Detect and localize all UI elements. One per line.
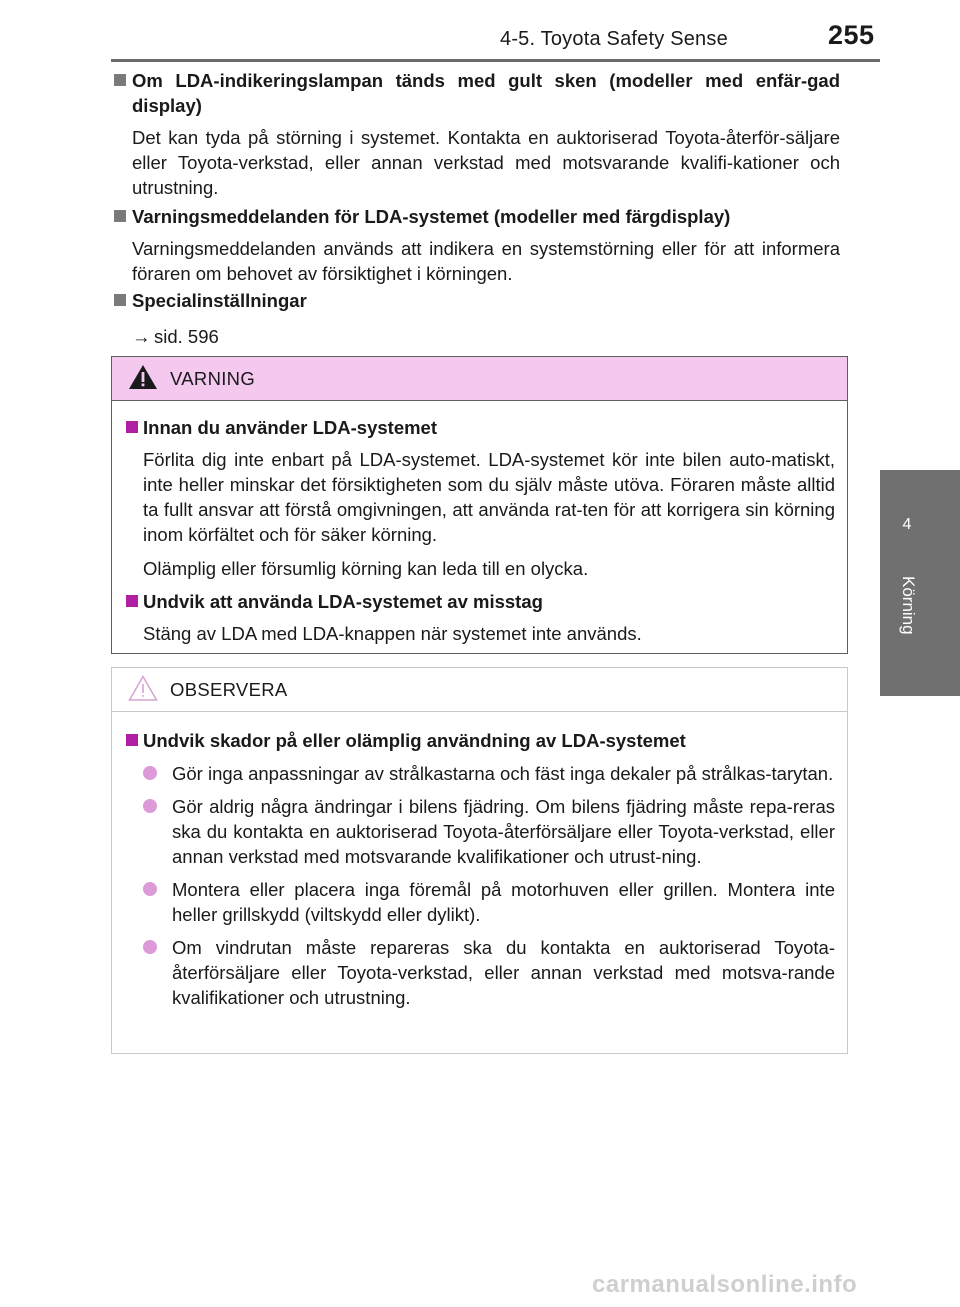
- warning-box-header: [112, 357, 847, 401]
- section-body: Varningsmeddelanden används att indikera en systemstörning eller för att informera föraren om behovet av försiktighet i körningen.: [132, 238, 840, 284]
- notice-box-header: [112, 668, 847, 712]
- watermark: carmanualsonline.info: [592, 1271, 858, 1298]
- notice-bullet: [143, 935, 835, 1010]
- warning-item-body: Stäng av LDA med LDA-knappen när systemet inte används.: [143, 623, 642, 644]
- notice-bullet-text: Gör inga anpassningar av strålkastarna och fäst inga dekaler på strålkas-tarytan.: [172, 763, 834, 784]
- section-title: [113, 204, 840, 229]
- page-reference-link[interactable]: sid. 596: [154, 326, 219, 347]
- warning-item-title: [126, 589, 835, 614]
- arrow-right-icon: →: [132, 326, 151, 347]
- chapter-number: 4: [902, 516, 912, 533]
- warning-label: VARNING: [170, 368, 256, 389]
- chapter-side-tab[interactable]: [880, 470, 960, 696]
- section-title: [113, 68, 840, 118]
- page-number: 255: [828, 20, 875, 50]
- section-title-text: Varningsmeddelanden för LDA-systemet (modeller med färgdisplay): [132, 206, 731, 227]
- notice-bullet: [143, 877, 835, 927]
- notice-bullet-text: Om vindrutan måste repareras ska du kontakta en auktoriserad Toyota-återförsäljare eller Toyota-verkstad, eller annan verkstad med motsva-rande kvalifikationer och utrustning.: [172, 937, 835, 1008]
- square-bullet-icon: [114, 210, 126, 222]
- circle-bullet-icon: [143, 766, 157, 780]
- section-warning-messages: [113, 204, 840, 286]
- notice-label: OBSERVERA: [170, 679, 288, 700]
- notice-content: [126, 728, 835, 1010]
- warning-item-body: Olämplig eller försumlig körning kan leda till en olycka.: [143, 558, 589, 579]
- square-bullet-icon: [126, 595, 138, 607]
- notice-title: [126, 728, 835, 753]
- notice-bullet-text: Montera eller placera inga föremål på motorhuven eller grillen. Montera inte heller grillskydd (viltskydd eller dylikt).: [172, 879, 835, 925]
- circle-bullet-icon: [143, 882, 157, 896]
- notice-title-text: Undvik skador på eller olämplig användning av LDA-systemet: [143, 730, 686, 751]
- square-bullet-icon: [126, 734, 138, 746]
- caution-triangle-icon: [128, 674, 158, 702]
- section-title-text: Specialinställningar: [132, 290, 307, 311]
- section-title-text: Om LDA-indikeringslampan tänds med gult sken (modeller med enfär-gad display): [132, 70, 840, 116]
- square-bullet-icon: [114, 294, 126, 306]
- warning-item-body: Förlita dig inte enbart på LDA-systemet. LDA-systemet kör inte bilen auto-matiskt, inte heller minskar det försiktigheten som du själv måste utöva. Föraren måste alltid ta fullt ansvar att förstå omgivningen, att använda rat-ten för att korrigera sin körning inom körfältet och för säker körning.: [143, 449, 835, 545]
- square-bullet-icon: [114, 74, 126, 86]
- notice-bullet: [143, 794, 835, 869]
- warning-item-title-text: Innan du använder LDA-systemet: [143, 417, 438, 438]
- header-section-title: 4-5. Toyota Safety Sense: [500, 28, 728, 50]
- warning-content: [126, 415, 835, 646]
- warning-box: [111, 356, 848, 654]
- warning-item-title-text: Undvik att använda LDA-systemet av misstag: [143, 591, 543, 612]
- section-title: [113, 288, 840, 313]
- page-reference[interactable]: [113, 324, 840, 349]
- warning-item-title: [126, 415, 835, 440]
- circle-bullet-icon: [143, 799, 157, 813]
- section-special-settings: [113, 288, 840, 349]
- chapter-label: Körning: [899, 576, 918, 635]
- notice-bullet: [143, 761, 835, 786]
- header-rule: [111, 59, 880, 62]
- notice-bullet-text: Gör aldrig några ändringar i bilens fjädring. Om bilens fjädring måste repa-reras ska du kontakta en auktoriserad Toyota-återförsäljare eller Toyota-verkstad, eller annan verkstad med motsvarande kvalifikationer och utrust-ning.: [172, 796, 835, 867]
- section-lda-indicator: [113, 68, 840, 200]
- circle-bullet-icon: [143, 940, 157, 954]
- warning-triangle-icon: [128, 363, 158, 391]
- square-bullet-icon: [126, 421, 138, 433]
- section-body: Det kan tyda på störning i systemet. Kontakta en auktoriserad Toyota-återför-säljare eller Toyota-verkstad, eller annan verkstad med motsvarande kvalifi-kationer och utrustning.: [132, 127, 840, 198]
- notice-box: [111, 667, 848, 1054]
